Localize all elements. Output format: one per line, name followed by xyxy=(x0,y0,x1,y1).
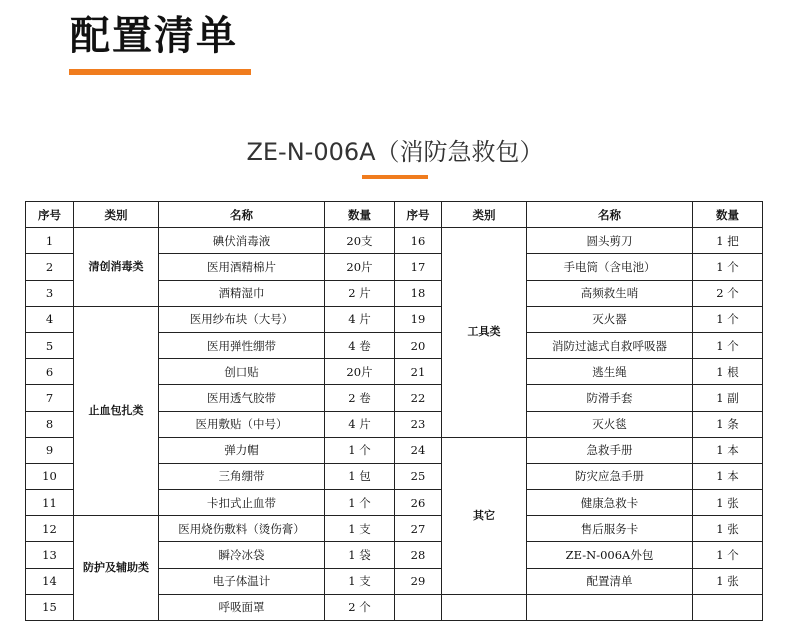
item-name: 电子体温计 xyxy=(159,568,325,594)
item-quantity: 2 片 xyxy=(325,280,395,306)
table-row xyxy=(26,516,763,542)
item-number: 11 xyxy=(26,490,74,516)
item-number: 9 xyxy=(26,437,74,463)
category-cell xyxy=(442,594,527,620)
category-cell: 止血包扎类 xyxy=(74,306,159,516)
item-number: 8 xyxy=(26,411,74,437)
item-quantity: 4 卷 xyxy=(325,332,395,358)
item-name: 医用弹性绷带 xyxy=(159,332,325,358)
item-name: 三角绷带 xyxy=(159,463,325,489)
item-name: 医用敷贴（中号） xyxy=(159,411,325,437)
category-cell: 其它 xyxy=(442,437,527,594)
table-row xyxy=(26,228,763,254)
item-quantity: 20片 xyxy=(325,359,395,385)
item-number: 29 xyxy=(395,568,442,594)
item-name: 圆头剪刀 xyxy=(527,228,693,254)
header-no: 序号 xyxy=(26,202,74,228)
item-name: 医用纱布块（大号） xyxy=(159,306,325,332)
item-name: 酒精湿巾 xyxy=(159,280,325,306)
item-quantity xyxy=(693,594,763,620)
item-quantity: 1 个 xyxy=(325,490,395,516)
item-quantity: 2 个 xyxy=(693,280,763,306)
table-row xyxy=(26,306,763,332)
item-name: 配置清单 xyxy=(527,568,693,594)
item-number: 21 xyxy=(395,359,442,385)
item-quantity: 4 片 xyxy=(325,411,395,437)
header-quantity: 数量 xyxy=(325,202,395,228)
header-quantity: 数量 xyxy=(693,202,763,228)
item-name: 医用酒精棉片 xyxy=(159,254,325,280)
title-underline xyxy=(362,175,428,179)
item-quantity: 1 张 xyxy=(693,490,763,516)
header-name: 名称 xyxy=(527,202,693,228)
item-name xyxy=(527,594,693,620)
item-number: 25 xyxy=(395,463,442,489)
header-category: 类别 xyxy=(74,202,159,228)
item-number: 17 xyxy=(395,254,442,280)
table-header-row xyxy=(26,202,763,228)
item-quantity: 2 卷 xyxy=(325,385,395,411)
configuration-table xyxy=(25,201,763,621)
item-quantity: 1 条 xyxy=(693,411,763,437)
item-name: 急救手册 xyxy=(527,437,693,463)
item-quantity: 1 个 xyxy=(693,306,763,332)
table-body xyxy=(26,228,763,621)
item-number: 26 xyxy=(395,490,442,516)
item-number: 24 xyxy=(395,437,442,463)
item-quantity: 1 本 xyxy=(693,463,763,489)
item-quantity: 1 把 xyxy=(693,228,763,254)
item-name: 卡扣式止血带 xyxy=(159,490,325,516)
item-name: 弹力帽 xyxy=(159,437,325,463)
item-number: 23 xyxy=(395,411,442,437)
item-name: 医用烧伤敷料（烫伤膏） xyxy=(159,516,325,542)
item-number: 7 xyxy=(26,385,74,411)
item-quantity: 1 本 xyxy=(693,437,763,463)
item-number: 13 xyxy=(26,542,74,568)
header-no: 序号 xyxy=(395,202,442,228)
item-name: 售后服务卡 xyxy=(527,516,693,542)
item-number: 20 xyxy=(395,332,442,358)
item-name: 防灾应急手册 xyxy=(527,463,693,489)
item-quantity: 1 支 xyxy=(325,568,395,594)
category-cell: 工具类 xyxy=(442,228,527,438)
item-quantity: 1 个 xyxy=(325,437,395,463)
item-number: 28 xyxy=(395,542,442,568)
item-number: 6 xyxy=(26,359,74,385)
item-name: 防滑手套 xyxy=(527,385,693,411)
header-category: 类别 xyxy=(442,202,527,228)
category-cell: 清创消毒类 xyxy=(74,228,159,307)
item-quantity: 1 包 xyxy=(325,463,395,489)
item-quantity: 1 个 xyxy=(693,542,763,568)
item-number: 15 xyxy=(26,594,74,620)
item-number: 10 xyxy=(26,463,74,489)
item-number: 27 xyxy=(395,516,442,542)
item-name: 高频救生哨 xyxy=(527,280,693,306)
item-quantity: 2 个 xyxy=(325,594,395,620)
heading-underline xyxy=(69,69,251,75)
item-number: 12 xyxy=(26,516,74,542)
item-quantity: 1 支 xyxy=(325,516,395,542)
item-name: 创口贴 xyxy=(159,359,325,385)
item-number: 22 xyxy=(395,385,442,411)
item-quantity: 1 副 xyxy=(693,385,763,411)
item-name: 逃生绳 xyxy=(527,359,693,385)
item-quantity: 1 张 xyxy=(693,568,763,594)
item-quantity: 4 片 xyxy=(325,306,395,332)
item-number: 2 xyxy=(26,254,74,280)
item-name: 灭火器 xyxy=(527,306,693,332)
item-name: 医用透气胶带 xyxy=(159,385,325,411)
item-quantity: 1 个 xyxy=(693,332,763,358)
item-name: 健康急救卡 xyxy=(527,490,693,516)
item-number: 19 xyxy=(395,306,442,332)
item-number: 4 xyxy=(26,306,74,332)
item-quantity: 1 根 xyxy=(693,359,763,385)
item-number: 3 xyxy=(26,280,74,306)
item-number: 14 xyxy=(26,568,74,594)
page-heading: 配置清单 xyxy=(70,13,238,59)
header-name: 名称 xyxy=(159,202,325,228)
item-name: 手电筒（含电池） xyxy=(527,254,693,280)
item-name: 消防过滤式自救呼吸器 xyxy=(527,332,693,358)
item-name: ZE-N-006A外包 xyxy=(527,542,693,568)
item-number: 5 xyxy=(26,332,74,358)
item-number: 16 xyxy=(395,228,442,254)
item-quantity: 1 个 xyxy=(693,254,763,280)
item-name: 呼吸面罩 xyxy=(159,594,325,620)
item-number xyxy=(395,594,442,620)
category-cell: 防护及辅助类 xyxy=(74,516,159,621)
item-quantity: 1 袋 xyxy=(325,542,395,568)
item-name: 灭火毯 xyxy=(527,411,693,437)
item-quantity: 20支 xyxy=(325,228,395,254)
item-quantity: 1 张 xyxy=(693,516,763,542)
item-number: 18 xyxy=(395,280,442,306)
item-name: 瞬冷冰袋 xyxy=(159,542,325,568)
product-title: ZE-N-006A（消防急救包） xyxy=(246,138,544,166)
item-quantity: 20片 xyxy=(325,254,395,280)
item-number: 1 xyxy=(26,228,74,254)
item-name: 碘伏消毒液 xyxy=(159,228,325,254)
